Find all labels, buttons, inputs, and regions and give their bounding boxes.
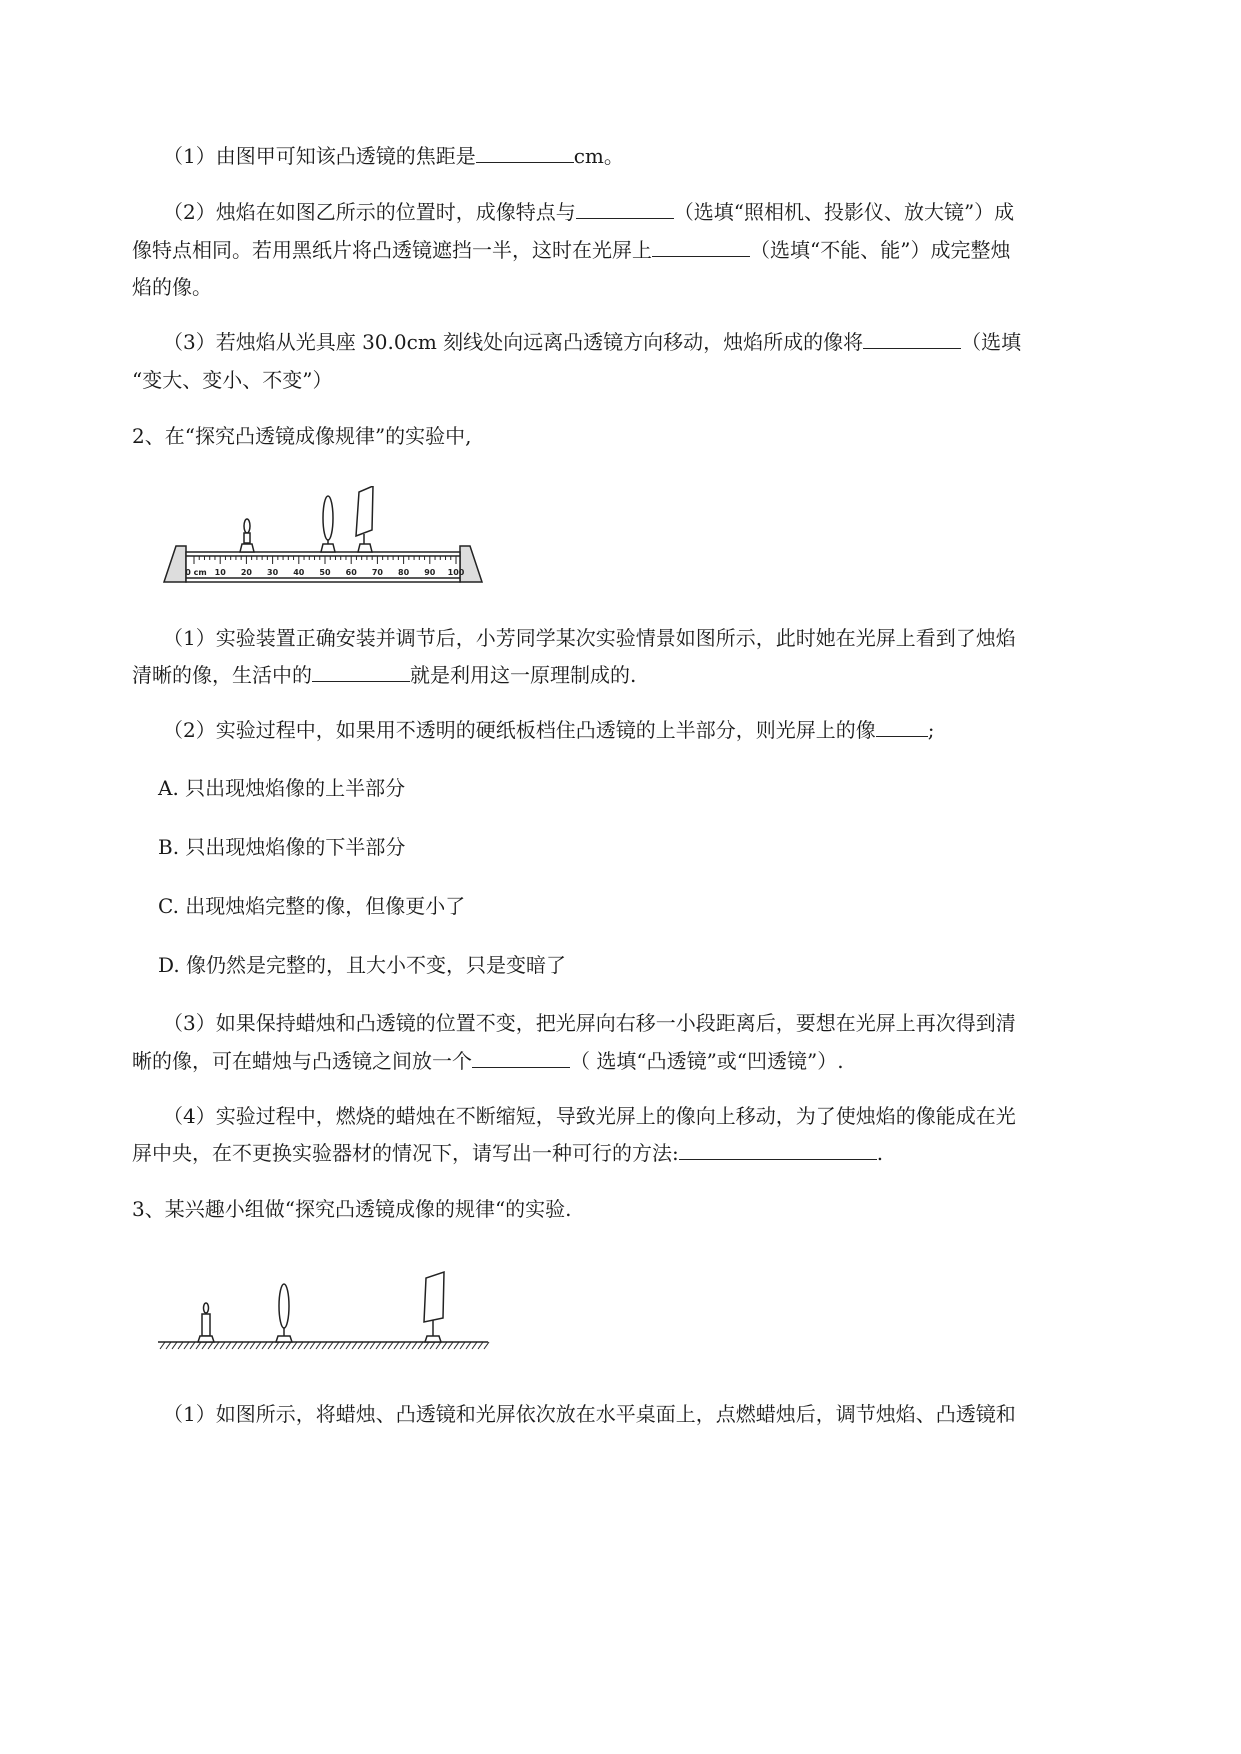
q2-part2: （2）实验过程中，如果用不透明的硬纸板档住凸透镜的上半部分，则光屏上的像 ;	[163, 718, 935, 742]
table-hatch	[358, 1342, 363, 1349]
table-hatch	[220, 1342, 225, 1349]
light-screen-icon	[356, 486, 373, 552]
table-hatch	[316, 1342, 321, 1349]
q3-title: 3、某兴趣小组做“探究凸透镜成像的规律“的实验.	[132, 1197, 572, 1221]
table-hatch	[382, 1342, 387, 1349]
ruler-tick-label: 60	[345, 568, 357, 577]
ruler-tick-label: 80	[398, 568, 410, 577]
option-b[interactable]: B. 只出现烛焰像的下半部分	[158, 835, 406, 859]
option-d[interactable]: D. 像仍然是完整的，且大小不变，只是变暗了	[158, 953, 567, 977]
q2-part4-line1: （4）实验过程中，燃烧的蜡烛在不断缩短，导致光屏上的像向上移动，为了使烛焰的像能成在光	[163, 1104, 1016, 1128]
ruler-tick-label: 70	[371, 568, 383, 577]
table-hatch	[448, 1342, 453, 1349]
table-hatch	[298, 1342, 303, 1349]
table-hatch	[454, 1342, 459, 1349]
ruler-tick-label: 20	[240, 568, 252, 577]
table-hatch	[262, 1342, 267, 1349]
table-hatch	[268, 1342, 273, 1349]
table-hatch	[370, 1342, 375, 1349]
q2-part4-line2: 屏中央，在不更换实验器材的情况下，请写出一种可行的方法: .	[132, 1141, 884, 1165]
q3-part1: （1）如图所示，将蜡烛、凸透镜和光屏依次放在水平桌面上，点燃蜡烛后，调节烛焰、凸透镜和	[163, 1402, 1016, 1426]
table-hatch	[304, 1342, 309, 1349]
table-hatch	[394, 1342, 399, 1349]
table-hatch	[352, 1342, 357, 1349]
table-hatch	[232, 1342, 237, 1349]
table-hatch	[436, 1342, 441, 1349]
table-hatch	[184, 1342, 189, 1349]
table-hatch	[190, 1342, 195, 1349]
table-hatch	[196, 1342, 201, 1349]
answer-blank[interactable]	[476, 146, 574, 163]
table-hatch	[442, 1342, 447, 1349]
table-hatch	[364, 1342, 369, 1349]
table-hatch	[202, 1342, 207, 1349]
table-hatch	[244, 1342, 249, 1349]
ruler-tick-label: 0 cm	[185, 568, 207, 577]
answer-blank[interactable]	[876, 720, 928, 737]
table-hatch	[208, 1342, 213, 1349]
table-hatch	[166, 1342, 171, 1349]
q1-part2-line1: （2）烛焰在如图乙所示的位置时，成像特点与 （选填“照相机、投影仪、放大镜”）成	[163, 200, 1015, 224]
ruler-tick-label: 100	[447, 568, 465, 577]
table-hatch	[256, 1342, 261, 1349]
table-hatch	[472, 1342, 477, 1349]
q2-title: 2、在“探究凸透镜成像规律”的实验中,	[132, 424, 472, 448]
optical-bench-figure	[160, 486, 500, 590]
table-hatch	[430, 1342, 435, 1349]
table-hatch	[346, 1342, 351, 1349]
table-hatch	[172, 1342, 177, 1349]
q1-part1: （1）由图甲可知该凸透镜的焦距是 cm。	[163, 144, 624, 168]
q1-part2-line3: 焰的像。	[132, 275, 212, 299]
ruler-tick-label: 90	[424, 568, 436, 577]
table-hatch	[178, 1342, 183, 1349]
table-hatch	[292, 1342, 297, 1349]
ruler-tick-label: 40	[293, 568, 305, 577]
table-surface	[158, 1342, 489, 1349]
table-hatch	[424, 1342, 429, 1349]
table-hatch	[478, 1342, 483, 1349]
table-hatch	[160, 1342, 165, 1349]
q2-part1-line1: （1）实验装置正确安装并调节后，小芳同学某次实验情景如图所示，此时她在光屏上看到了烛焰	[163, 626, 1016, 650]
tabletop-setup-figure	[156, 1270, 496, 1358]
answer-blank[interactable]	[863, 332, 961, 349]
convex-lens-icon	[276, 1284, 292, 1342]
q2-part1-line2: 清晰的像，生活中的 就是利用这一原理制成的.	[132, 663, 637, 687]
table-hatch	[340, 1342, 345, 1349]
table-hatch	[484, 1342, 489, 1349]
table-hatch	[214, 1342, 219, 1349]
table-hatch	[274, 1342, 279, 1349]
table-hatch	[250, 1342, 255, 1349]
table-hatch	[328, 1342, 333, 1349]
table-hatch	[466, 1342, 471, 1349]
answer-blank[interactable]	[679, 1143, 877, 1160]
table-hatch	[400, 1342, 405, 1349]
table-hatch	[406, 1342, 411, 1349]
q2-part3-line2: 晰的像，可在蜡烛与凸透镜之间放一个 （ 选填“凸透镜”或“凹透镜”）.	[132, 1049, 844, 1073]
table-hatch	[460, 1342, 465, 1349]
q1-part3-line2: “变大、变小、不变”）	[132, 368, 333, 392]
table-hatch	[322, 1342, 327, 1349]
light-screen-icon	[424, 1272, 444, 1342]
table-hatch	[376, 1342, 381, 1349]
candle-icon	[240, 519, 254, 552]
table-hatch	[412, 1342, 417, 1349]
option-a[interactable]: A. 只出现烛焰像的上半部分	[158, 776, 406, 800]
table-hatch	[388, 1342, 393, 1349]
table-hatch	[286, 1342, 291, 1349]
table-hatch	[310, 1342, 315, 1349]
table-hatch	[226, 1342, 231, 1349]
table-hatch	[280, 1342, 285, 1349]
answer-blank[interactable]	[472, 1051, 570, 1068]
q1-part3-line1: （3）若烛焰从光具座 30.0cm 刻线处向远离凸透镜方向移动，烛焰所成的像将 （选填	[163, 330, 1022, 354]
ruler-tick-label: 30	[267, 568, 279, 577]
table-hatch	[334, 1342, 339, 1349]
option-c[interactable]: C. 出现烛焰完整的像，但像更小了	[158, 894, 466, 918]
q2-part3-line1: （3）如果保持蜡烛和凸透镜的位置不变，把光屏向右移一小段距离后，要想在光屏上再次得到清	[163, 1011, 1016, 1035]
answer-blank[interactable]	[652, 240, 750, 257]
q1-part2-line2: 像特点相同。若用黑纸片将凸透镜遮挡一半，这时在光屏上 （选填“不能、能”）成完整烛	[132, 238, 1011, 262]
convex-lens-icon	[321, 496, 335, 552]
table-hatch	[418, 1342, 423, 1349]
answer-blank[interactable]	[312, 665, 410, 682]
candle-icon	[198, 1303, 214, 1342]
ruler-tick-label: 10	[214, 568, 226, 577]
table-hatch	[238, 1342, 243, 1349]
answer-blank[interactable]	[576, 202, 674, 219]
ruler-tick-label: 50	[319, 568, 331, 577]
